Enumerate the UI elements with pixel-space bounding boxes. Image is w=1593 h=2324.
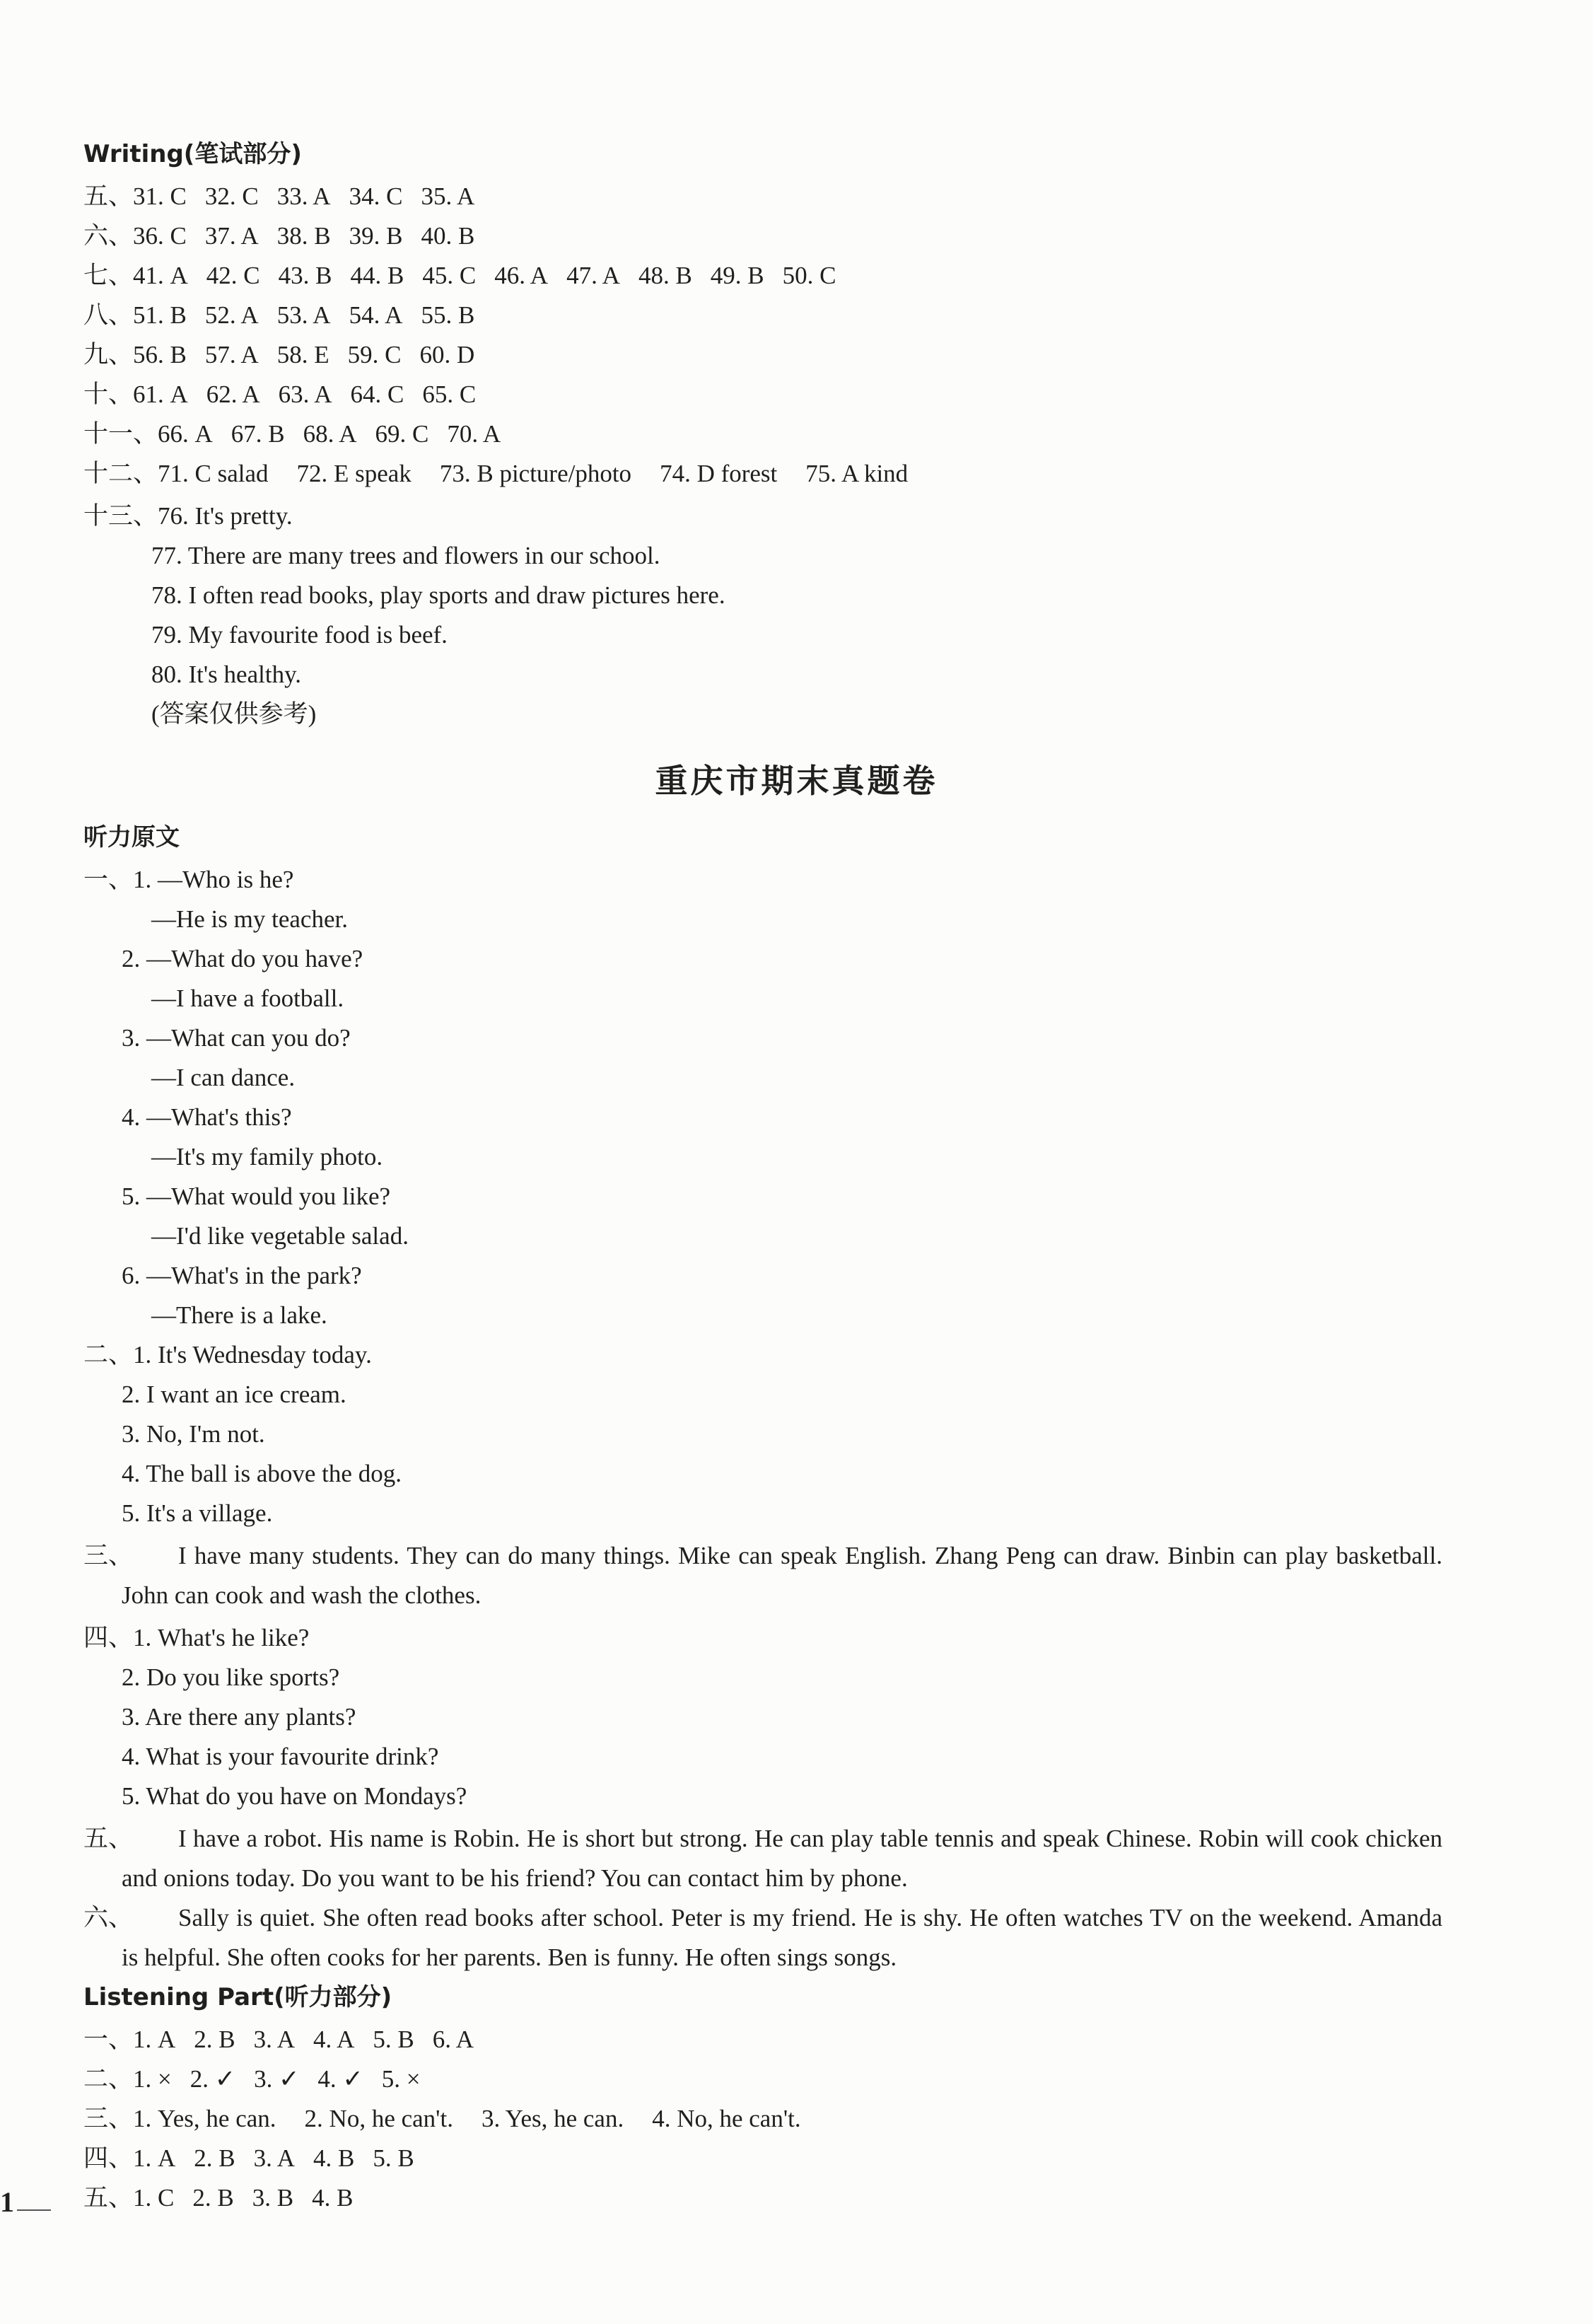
answer-item: 6. A xyxy=(432,2026,474,2053)
answer-item: 十一、66. A xyxy=(83,420,213,448)
answer-row xyxy=(83,260,855,291)
answer-item: 60. D xyxy=(419,341,475,368)
answer-item: 4. A xyxy=(313,2026,355,2053)
answer-item: 52. A xyxy=(204,301,259,329)
answer-item: 5. × xyxy=(381,2065,421,2093)
answer-item: 三、1. Yes, he can. xyxy=(83,2105,276,2132)
section-label: 六、 xyxy=(83,1904,134,1931)
answer-item: 49. B xyxy=(710,262,764,289)
answer-item: 73. B picture/photo xyxy=(439,460,632,487)
answer-item: 62. A xyxy=(206,380,260,408)
answer-item: 65. C xyxy=(422,380,477,408)
section-label: 五、 xyxy=(83,1825,134,1852)
section-label: 三、 xyxy=(83,1542,134,1569)
answer-item: 50. C xyxy=(782,262,836,289)
answer-item: 4. ✓ xyxy=(317,2065,363,2093)
answer-item: 74. D forest xyxy=(660,460,778,487)
answer-item: 九、56. B xyxy=(83,341,187,368)
transcript-paragraph: I have many students. They can do many things. Mike can speak English. Zhang Peng can draw. Binbin can play basketball. John can cook and wash the clothes. xyxy=(122,1542,1442,1609)
transcript-line: 2. —What do you have? xyxy=(122,945,363,972)
answer-item: 一、1. A xyxy=(83,2026,176,2053)
transcript-line: 3. No, I'm not. xyxy=(122,1420,265,1448)
page-number: 1 xyxy=(0,2186,14,2218)
answer-row xyxy=(83,458,926,489)
transcript-line: —I can dance. xyxy=(151,1064,296,1091)
transcript-line: 4. The ball is above the dog. xyxy=(122,1460,402,1487)
answer-row xyxy=(83,2143,433,2174)
answer-item: 55. B xyxy=(421,301,475,329)
answer-row xyxy=(83,221,493,252)
answer-item: 63. A xyxy=(278,380,332,408)
answer-row xyxy=(83,2024,492,2055)
answer-item: 2. ✓ xyxy=(189,2065,236,2093)
answer-row xyxy=(83,339,493,371)
answer-item: 4. No, he can't. xyxy=(652,2105,801,2132)
answer-item: 37. A xyxy=(204,222,259,250)
transcript-line: 3. —What can you do? xyxy=(122,1024,351,1052)
answer-item: 46. A xyxy=(494,262,549,289)
answer-row xyxy=(83,2183,371,2214)
exam-title: 重庆市期末真题卷 xyxy=(655,762,938,800)
answer-item: 十二、71. C salad xyxy=(83,460,269,487)
answer-item: 38. B xyxy=(276,222,331,250)
transcript-line: 5. What do you have on Mondays? xyxy=(122,1782,467,1810)
answer-item: 72. E speak xyxy=(296,460,412,487)
answer-item: 2. B xyxy=(194,2144,235,2172)
transcript-line: —I'd like vegetable salad. xyxy=(151,1222,409,1250)
answer-item: 2. B xyxy=(194,2026,235,2053)
answer-item: 3. A xyxy=(253,2144,295,2172)
answer-item: 3. ✓ xyxy=(254,2065,300,2093)
answer-item: 2. No, he can't. xyxy=(304,2105,453,2132)
answer-item: 43. B xyxy=(278,262,332,289)
transcript-line: 2. Do you like sports? xyxy=(122,1663,340,1691)
answer-row xyxy=(83,181,493,212)
answer-line: 77. There are many trees and flowers in our school. xyxy=(151,542,660,569)
answer-item: 45. C xyxy=(422,262,477,289)
page-number-rule xyxy=(17,2209,51,2211)
transcript-line: 6. —What's in the park? xyxy=(122,1262,362,1289)
answer-item: 33. A xyxy=(276,182,331,210)
answer-line: 80. It's healthy. xyxy=(151,661,302,688)
transcript-line: 4. What is your favourite drink? xyxy=(122,1743,439,1770)
answer-item: 4. B xyxy=(313,2144,355,2172)
answer-item: 34. C xyxy=(349,182,403,210)
listening-part-header: Listening Part(听力部分) xyxy=(83,1983,392,2011)
answer-item: 3. A xyxy=(253,2026,295,2053)
transcript-line: —I have a football. xyxy=(151,984,344,1012)
answer-item: 七、41. A xyxy=(83,262,188,289)
answer-item: 53. A xyxy=(276,301,331,329)
answer-row xyxy=(83,2064,438,2095)
answer-line: 79. My favourite food is beef. xyxy=(151,621,448,649)
transcript-line: 5. —What would you like? xyxy=(122,1183,391,1210)
answer-item: 五、1. C xyxy=(83,2184,175,2212)
answer-item: 40. B xyxy=(421,222,475,250)
answer-row xyxy=(83,300,493,331)
answer-item: 3. Yes, he can. xyxy=(481,2105,624,2132)
answer-item: 67. B xyxy=(231,420,285,448)
answer-item: 5. B xyxy=(373,2144,414,2172)
answer-item: 2. B xyxy=(192,2184,234,2212)
transcript-line: 4. —What's this? xyxy=(122,1103,292,1131)
answer-item: 44. B xyxy=(350,262,404,289)
answer-line: 十三、76. It's pretty. xyxy=(83,502,293,530)
answer-item: 5. B xyxy=(373,2026,414,2053)
transcript-paragraph: I have a robot. His name is Robin. He is short but strong. He can play table tennis and speak Chinese. Robin will cook chicken and onions today. Do you want to be his friend? You can contact him by phone. xyxy=(122,1825,1442,1892)
answer-item: 35. A xyxy=(421,182,475,210)
answer-item: 58. E xyxy=(276,341,329,368)
answer-item: 42. C xyxy=(206,262,260,289)
answer-item: 59. C xyxy=(347,341,402,368)
transcript-line: 一、1. —Who is he? xyxy=(83,866,294,893)
transcript-line: 3. Are there any plants? xyxy=(122,1703,356,1731)
answer-item: 四、1. A xyxy=(83,2144,176,2172)
answer-item: 4. B xyxy=(312,2184,354,2212)
transcript-line: 2. I want an ice cream. xyxy=(122,1381,346,1408)
writing-section-header: Writing(笔试部分) xyxy=(83,140,302,168)
answer-item: 64. C xyxy=(350,380,404,408)
answer-item: 十、61. A xyxy=(83,380,188,408)
listening-text-header: 听力原文 xyxy=(83,823,180,852)
answer-item: 54. A xyxy=(349,301,403,329)
transcript-line: —He is my teacher. xyxy=(151,905,348,933)
reference-note: (答案仅供参考) xyxy=(151,700,317,728)
answer-item: 39. B xyxy=(349,222,403,250)
transcript-line: 5. It's a village. xyxy=(122,1499,273,1527)
answer-item: 57. A xyxy=(204,341,259,368)
answer-item: 五、31. C xyxy=(83,182,187,210)
answer-row xyxy=(83,379,494,410)
answer-item: 六、36. C xyxy=(83,222,187,250)
transcript-line: 四、1. What's he like? xyxy=(83,1624,310,1651)
answer-item: 八、51. B xyxy=(83,301,187,329)
answer-item: 70. A xyxy=(447,420,501,448)
transcript-line: —There is a lake. xyxy=(151,1301,327,1329)
answer-item: 47. A xyxy=(566,262,620,289)
transcript-line: 二、1. It's Wednesday today. xyxy=(83,1341,372,1369)
answer-row xyxy=(83,2103,819,2134)
transcript-paragraph: Sally is quiet. She often read books after school. Peter is my friend. He is shy. He often watches TV on the weekend. Amanda is helpful. She often cooks for her parents. Ben is funny. He often sings songs. xyxy=(122,1904,1442,1971)
answer-line: 78. I often read books, play sports and draw pictures here. xyxy=(151,581,725,609)
answer-item: 69. C xyxy=(375,420,429,448)
answer-item: 48. B xyxy=(638,262,692,289)
answer-item: 二、1. × xyxy=(83,2065,172,2093)
answer-item: 75. A kind xyxy=(805,460,909,487)
answer-item: 3. B xyxy=(252,2184,294,2212)
transcript-line: —It's my family photo. xyxy=(151,1143,383,1170)
answer-item: 68. A xyxy=(303,420,357,448)
answer-item: 32. C xyxy=(204,182,259,210)
answer-row xyxy=(83,419,519,450)
